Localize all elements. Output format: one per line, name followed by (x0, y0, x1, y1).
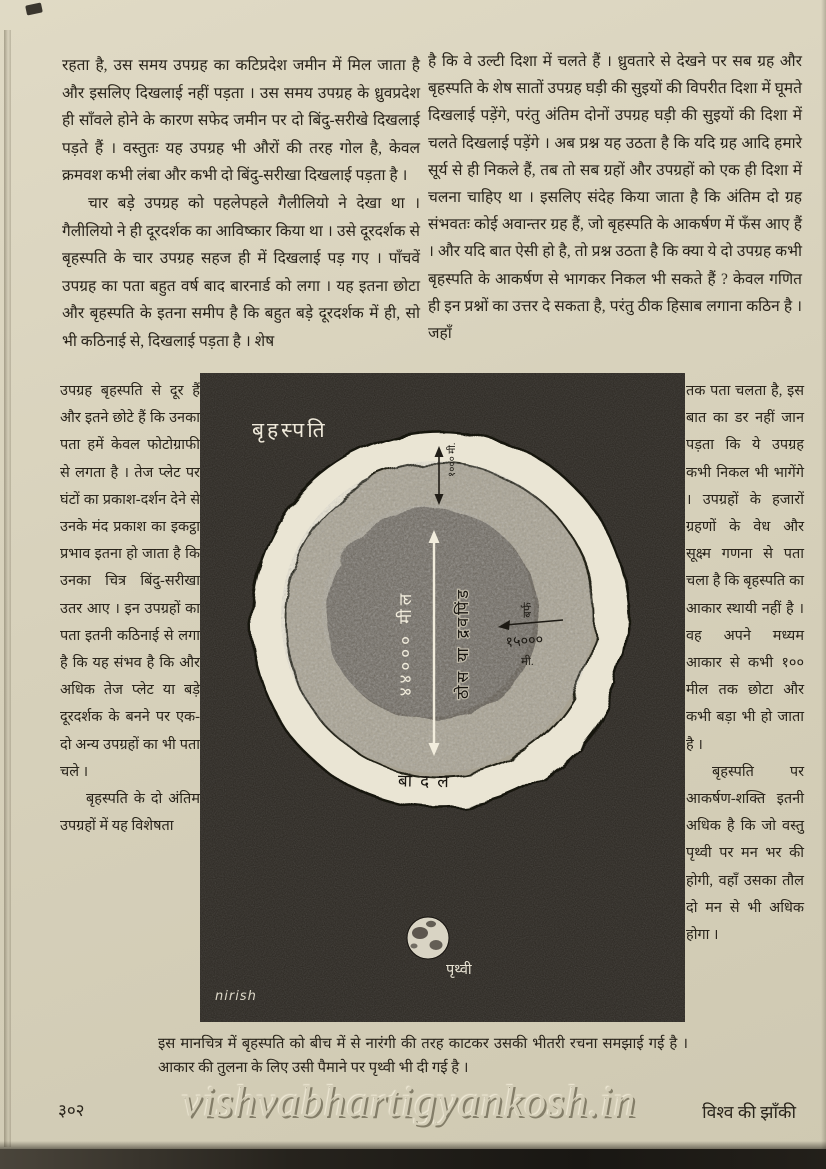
diameter-label: ४४००० मील (396, 589, 415, 697)
figure-caption: इस मानचित्र में बृहस्पति को बीच में से नारंगी की तरह काटकर उसकी भीतरी रचना समझाई गई है । आकार की तुलना के लिए उसी पैमाने पर पृथ्वी भी दी गई है । (158, 1036, 688, 1076)
cloud-thickness-label: १००० मी. (447, 442, 458, 477)
scan-corner-mark (25, 2, 43, 15)
page-number: ३०२ (58, 1101, 85, 1120)
bottom-scan-shadow (0, 1149, 826, 1169)
scan-edge-right (821, 0, 826, 1169)
earth-illustration (407, 917, 449, 959)
paragraph: उपग्रह बृहस्पति से दूर हैं और इतने छोटे हैं कि उनका पता हमें केवल फोटोग्राफी से लगता है । तेज प्लेट पर घंटों का प्रकाश-दर्शन देने से उनके मंद प्रकाश का इकट्ठा प्रभाव इतना हो जाता है कि उनका चित्र बिंदु-सरीखा उतर आए । इन उपग्रहों का पता इतनी कठिनाई से लगा है कि यह संभव है कि और अधिक तेज प्लेट या बड़े दूरदर्शक के बनने पर एक-दो अन्य उपग्रहों का भी पता चले । (60, 383, 200, 780)
footer-title: विश्व की झाँकी (702, 1102, 796, 1122)
paragraph: तक पता चलता है, इस बात का डर नहीं जान पड़ता कि ये उपग्रह कभी निकल भी भागेंगे । उपग्रहों के हजारों ग्रहणों के वेध और सूक्ष्म गणना से पता चला है कि बृहस्पति का आकार स्थायी नहीं है । वह अपने मध्यम आकार से कभी १०० मील तक छोटा और कभी बड़ा भी हो जाता है । (686, 383, 804, 753)
scan-edge-left (4, 30, 11, 1147)
paragraph: है कि वे उल्टी दिशा में चलते हैं । ध्रुवतारे से देखने पर सब ग्रह और बृहस्पति के शेष सातों उपग्रह घड़ी की सुइयों की विपरीत दिशा में घूमते दिखलाई पड़ेंगे, परंतु अंतिम दोनों उपग्रह घड़ी की सुइयों की दिशा में चलते दिखलाई पड़ेंगे । अब प्रश्न यह उठता है कि यदि ग्रह आदि हमारे सूर्य से ही निकले हैं, तब तो सब ग्रहों और उपग्रहों को एक ही दिशा में चलना चाहिए था । इसलिए संदेह किया जाता है कि अंतिम दो ग्रह संभवतः कोई अवान्तर ग्रह हैं, जो बृहस्पति के आकर्षण में फँस आए हैं । और यदि बात ऐसी हो है, तो प्रश्न उठता है कि क्या ये दो उपग्रह कभी बृहस्पति के आकर्षण से भागकर निकल भी सकते हैं ? केवल गणित ही इन प्रश्नों का उत्तर दे सकता है, परंतु ठीक हिसाब लगाना कठिन है । जहाँ (428, 53, 802, 343)
paragraph: चार बड़े उपग्रह को पहलेपहले गैलीलियो ने देखा था । गैलीलियो ने ही दूरदर्शक का आविष्कार किया था । उसे दूरदर्शक से बृहस्पति के चार उपग्रह सहज ही में दिखलाई पड़ गए । पाँचवें उपग्रह का पता बहुत वर्ष बाद बारनार्ड को लगा । यह इतना छोटा और बृहस्पति के इतना समीप है कि बहुत बड़े दूरदर्शक में ही, सो भी कठिनाई से, दिखलाई पड़ता है । शेष (62, 194, 420, 350)
core-label: ठोस या द्रवपिंड (455, 587, 472, 699)
artist-signature: nirish (215, 989, 257, 1004)
paragraph: बृहस्पति पर आकर्षण-शक्ति इतनी अधिक है कि जो वस्तु पृथ्वी पर मन भर की होगी, वहाँ उसका तौल दो मन से भी अधिक होगा । (686, 763, 804, 944)
shell-thickness-unit: मी. (521, 656, 534, 668)
paragraph: रहता है, उस समय उपग्रह का कटिप्रदेश जमीन में मिल जाता है और इसलिए दिखलाई नहीं पड़ता । उस समय उपग्रह के ध्रुवप्रदेश ही साँवले होने के कारण सफेद जमीन पर दो बिंदु-सरीखे दिखलाई पड़ते हैं । वस्तुतः यह उपग्रह भी औरों की तरह गोल है, केवल क्रमवश कभी लंबा और कभी दो बिंदु-सरीखा दिखलाई पड़ता है । (62, 57, 420, 185)
watermark: vishvabhartigyankosh.in (182, 1077, 637, 1126)
paragraph: बृहस्पति के दो अंतिम उपग्रहों में यह विशेषता (60, 791, 200, 835)
jupiter-diagram-svg (200, 373, 685, 1022)
column-right-top (428, 48, 802, 347)
column-left-top (62, 52, 420, 356)
jupiter-label: बृहस्पति (252, 418, 328, 442)
column-left-side (60, 378, 200, 840)
jupiter-cross-section-figure (200, 373, 685, 1022)
column-right-side (686, 378, 804, 949)
shell-material-label: बर्फ (522, 602, 534, 618)
cloud-label: बादल (397, 771, 457, 792)
shell-thickness-value: १५००० (504, 631, 544, 651)
earth-label: पृथ्वी (446, 962, 472, 978)
